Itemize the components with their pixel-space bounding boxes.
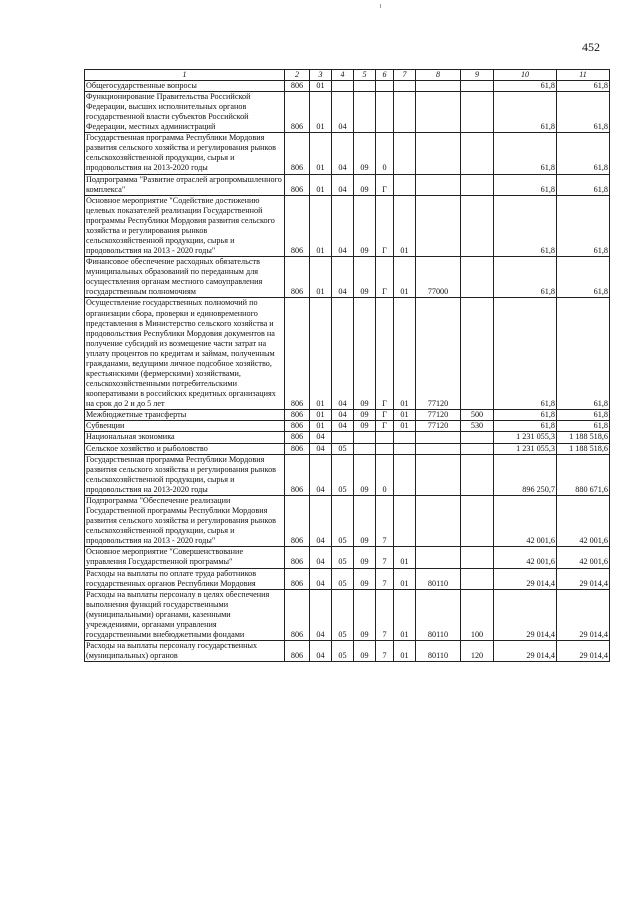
row-cell-c6: Г [376, 421, 394, 432]
row-cell-c2: 806 [285, 410, 310, 421]
row-cell-c2: 806 [285, 298, 310, 410]
row-cell-c2: 806 [285, 547, 310, 568]
col-header: 6 [376, 70, 394, 81]
row-cell-c4 [332, 80, 354, 91]
row-cell-c7: 01 [394, 568, 416, 589]
row-cell-c5: 09 [354, 298, 376, 410]
col-header: 4 [332, 70, 354, 81]
row-cell-c5: 09 [354, 495, 376, 546]
row-cell-c3: 04 [310, 454, 332, 495]
row-cell-c6: 7 [376, 495, 394, 546]
row-cell-c11: 61,8 [557, 174, 610, 195]
row-cell-c7: 01 [394, 421, 416, 432]
row-cell-c3: 04 [310, 443, 332, 454]
table-row [85, 133, 610, 174]
row-cell-c9 [461, 443, 494, 454]
row-cell-c5: 09 [354, 133, 376, 174]
col-header: 3 [310, 70, 332, 81]
col-header: 8 [416, 70, 461, 81]
row-cell-c9 [461, 432, 494, 443]
row-cell-c3: 04 [310, 641, 332, 662]
col-header: 1 [85, 70, 285, 81]
row-label: Финансовое обеспечение расходных обязательств муниципальных образований по переданным для осуществления органам местного самоуправления государственным полномочиям [85, 257, 285, 298]
row-cell-c6: 0 [376, 454, 394, 495]
row-label: Государственная программа Республики Мордовия развития сельского хозяйства и регулирования рынков сельскохозяйственной продукции, сырья и продовольствия на 2013-2020 годы [85, 454, 285, 495]
row-cell-c3: 04 [310, 568, 332, 589]
row-cell-c10: 61,8 [494, 257, 557, 298]
row-cell-c10: 1 231 055,3 [494, 443, 557, 454]
row-cell-c11: 61,8 [557, 91, 610, 132]
row-cell-c11: 29 014,4 [557, 568, 610, 589]
row-cell-c10: 61,8 [494, 133, 557, 174]
row-label: Национальная экономика [85, 432, 285, 443]
row-label: Межбюджетные трансферты [85, 410, 285, 421]
row-cell-c10: 29 014,4 [494, 568, 557, 589]
row-cell-c8 [416, 195, 461, 256]
row-cell-c8 [416, 91, 461, 132]
row-cell-c11: 1 188 518,6 [557, 432, 610, 443]
row-cell-c8 [416, 174, 461, 195]
table-row [85, 410, 610, 421]
row-cell-c6: 7 [376, 589, 394, 640]
row-cell-c6: Г [376, 174, 394, 195]
table-row [85, 298, 610, 410]
row-cell-c11: 1 188 518,6 [557, 443, 610, 454]
row-cell-c6: Г [376, 410, 394, 421]
row-cell-c8 [416, 495, 461, 546]
table-row [85, 641, 610, 662]
row-cell-c5 [354, 80, 376, 91]
row-cell-c2: 806 [285, 421, 310, 432]
col-header: 5 [354, 70, 376, 81]
row-cell-c2: 806 [285, 432, 310, 443]
row-cell-c5: 09 [354, 257, 376, 298]
table-row [85, 421, 610, 432]
row-cell-c3: 01 [310, 298, 332, 410]
table-row [85, 589, 610, 640]
col-header: 7 [394, 70, 416, 81]
row-cell-c2: 806 [285, 133, 310, 174]
row-cell-c5: 09 [354, 568, 376, 589]
row-cell-c5 [354, 432, 376, 443]
table-row [85, 195, 610, 256]
row-cell-c6: 7 [376, 641, 394, 662]
row-cell-c7 [394, 454, 416, 495]
row-cell-c2: 806 [285, 589, 310, 640]
row-cell-c11: 42 001,6 [557, 495, 610, 546]
row-cell-c10: 42 001,6 [494, 547, 557, 568]
row-cell-c10: 61,8 [494, 91, 557, 132]
table-row [85, 495, 610, 546]
row-cell-c7: 01 [394, 641, 416, 662]
row-cell-c3: 01 [310, 410, 332, 421]
row-cell-c11: 61,8 [557, 410, 610, 421]
row-cell-c5: 09 [354, 589, 376, 640]
row-cell-c4: 05 [332, 547, 354, 568]
row-cell-c9: 100 [461, 589, 494, 640]
row-cell-c7: 01 [394, 298, 416, 410]
row-cell-c5: 09 [354, 174, 376, 195]
table-row [85, 174, 610, 195]
row-cell-c4: 05 [332, 589, 354, 640]
row-label: Государственная программа Республики Мордовия развития сельского хозяйства и регулирования рынков сельскохозяйственной продукции, сырья и продовольствия на 2013-2020 годы [85, 133, 285, 174]
row-cell-c2: 806 [285, 641, 310, 662]
row-cell-c7: 01 [394, 589, 416, 640]
row-cell-c3: 01 [310, 421, 332, 432]
row-cell-c7 [394, 80, 416, 91]
table-row [85, 80, 610, 91]
row-cell-c9: 120 [461, 641, 494, 662]
row-cell-c5: 09 [354, 547, 376, 568]
col-header: 10 [494, 70, 557, 81]
row-cell-c11: 61,8 [557, 195, 610, 256]
row-cell-c4: 04 [332, 257, 354, 298]
row-cell-c11: 61,8 [557, 257, 610, 298]
row-cell-c10: 896 250,7 [494, 454, 557, 495]
row-cell-c9 [461, 80, 494, 91]
row-cell-c11: 42 001,6 [557, 547, 610, 568]
col-header: 2 [285, 70, 310, 81]
row-cell-c9 [461, 257, 494, 298]
row-cell-c4: 04 [332, 421, 354, 432]
row-cell-c2: 806 [285, 454, 310, 495]
row-cell-c8: 77000 [416, 257, 461, 298]
row-cell-c7 [394, 133, 416, 174]
row-cell-c7: 01 [394, 195, 416, 256]
row-cell-c11: 880 671,6 [557, 454, 610, 495]
row-label: Основное мероприятие "Совершенствование управления Государственной программы" [85, 547, 285, 568]
row-cell-c2: 806 [285, 443, 310, 454]
row-cell-c11: 61,8 [557, 80, 610, 91]
table-row [85, 432, 610, 443]
row-cell-c3: 01 [310, 80, 332, 91]
row-cell-c3: 01 [310, 174, 332, 195]
row-cell-c5 [354, 91, 376, 132]
row-label: Основное мероприятие "Содействие достижению целевых показателей реализации Государственной программы Республики Мордовия развития сельского хозяйства и регулирования рынков сельскохозяйственной продукции, сырья и продовольствия на 2013 - 2020 годы" [85, 195, 285, 256]
row-cell-c4: 04 [332, 410, 354, 421]
row-cell-c2: 806 [285, 91, 310, 132]
row-cell-c8 [416, 443, 461, 454]
row-cell-c2: 806 [285, 495, 310, 546]
row-cell-c10: 61,8 [494, 80, 557, 91]
row-cell-c10: 61,8 [494, 410, 557, 421]
row-cell-c3: 04 [310, 495, 332, 546]
row-cell-c7 [394, 174, 416, 195]
row-cell-c11: 61,8 [557, 298, 610, 410]
row-cell-c6: Г [376, 298, 394, 410]
table-row [85, 91, 610, 132]
table-row [85, 257, 610, 298]
row-cell-c3: 04 [310, 432, 332, 443]
row-cell-c9 [461, 547, 494, 568]
row-cell-c4: 04 [332, 133, 354, 174]
row-cell-c11: 61,8 [557, 133, 610, 174]
row-cell-c7 [394, 443, 416, 454]
row-cell-c3: 01 [310, 195, 332, 256]
table-row [85, 547, 610, 568]
row-cell-c10: 1 231 055,3 [494, 432, 557, 443]
row-cell-c7: 01 [394, 547, 416, 568]
row-cell-c9 [461, 133, 494, 174]
row-cell-c5 [354, 443, 376, 454]
row-cell-c8 [416, 454, 461, 495]
scan-mark [380, 4, 381, 8]
row-cell-c2: 806 [285, 174, 310, 195]
row-cell-c5: 09 [354, 641, 376, 662]
row-label: Общегосударственные вопросы [85, 80, 285, 91]
row-cell-c2: 806 [285, 568, 310, 589]
row-cell-c9 [461, 91, 494, 132]
row-cell-c3: 04 [310, 589, 332, 640]
row-cell-c9 [461, 568, 494, 589]
row-cell-c8: 80110 [416, 589, 461, 640]
table-row [85, 443, 610, 454]
row-cell-c11: 61,8 [557, 421, 610, 432]
row-label: Осуществление государственных полномочий по организации сбора, проверки и единовременного представления в Министерство сельского хозяйства и продовольствия Республики Мордовия документов на получение субсидий из возмещение части затрат на уплату процентов по кредитам и займам, полученным гражданами, ведущими личное подсобное хозяйство, крестьянскими (фермерскими) хозяйствами, сельскохозяйственными потребительскими кооперативами в российских кредитных организациях на срок до 2 и до 5 лет [85, 298, 285, 410]
row-cell-c7: 01 [394, 410, 416, 421]
row-cell-c7: 01 [394, 257, 416, 298]
row-cell-c10: 61,8 [494, 421, 557, 432]
row-cell-c9 [461, 298, 494, 410]
row-cell-c6 [376, 80, 394, 91]
row-cell-c8 [416, 547, 461, 568]
row-cell-c9 [461, 195, 494, 256]
row-cell-c10: 29 014,4 [494, 589, 557, 640]
row-cell-c7 [394, 432, 416, 443]
row-cell-c4 [332, 432, 354, 443]
row-cell-c9 [461, 495, 494, 546]
header-row [85, 70, 610, 81]
row-cell-c2: 806 [285, 257, 310, 298]
row-cell-c9 [461, 454, 494, 495]
row-cell-c5: 09 [354, 195, 376, 256]
row-cell-c6: Г [376, 257, 394, 298]
row-cell-c11: 29 014,4 [557, 641, 610, 662]
row-cell-c8: 77120 [416, 421, 461, 432]
table-row [85, 568, 610, 589]
row-cell-c6 [376, 432, 394, 443]
row-cell-c4: 05 [332, 454, 354, 495]
row-cell-c5: 09 [354, 410, 376, 421]
row-cell-c4: 04 [332, 195, 354, 256]
row-cell-c4: 04 [332, 91, 354, 132]
row-cell-c5: 09 [354, 421, 376, 432]
row-cell-c8: 80110 [416, 568, 461, 589]
row-cell-c6: 0 [376, 133, 394, 174]
col-header: 9 [461, 70, 494, 81]
row-cell-c9 [461, 174, 494, 195]
row-cell-c4: 05 [332, 495, 354, 546]
row-label: Функционирование Правительства Российской Федерации, высших исполнительных органов государственной власти субъектов Российской Федерации, местных администраций [85, 91, 285, 132]
row-label: Подпрограмма "Обеспечение реализации Государственной программы Республики Мордовия развития сельского хозяйства и регулирования рынков сельскохозяйственной продукции, сырья и продовольствия на 2013 - 2020 годы" [85, 495, 285, 546]
row-cell-c9: 500 [461, 410, 494, 421]
row-cell-c2: 806 [285, 80, 310, 91]
row-cell-c8: 80110 [416, 641, 461, 662]
row-cell-c9: 530 [461, 421, 494, 432]
row-cell-c8: 77120 [416, 298, 461, 410]
row-cell-c6 [376, 91, 394, 132]
row-cell-c8 [416, 133, 461, 174]
row-cell-c4: 05 [332, 641, 354, 662]
row-label: Расходы на выплаты персоналу в целях обеспечения выполнения функций государственными (муниципальными) органами, казенными учреждениями, органами управления государственными внебюджетными фондами [85, 589, 285, 640]
row-label: Расходы на выплаты по оплате труда работников государственных органов Республики Мордовия [85, 568, 285, 589]
row-cell-c4: 04 [332, 174, 354, 195]
row-cell-c8 [416, 80, 461, 91]
row-cell-c4: 04 [332, 298, 354, 410]
row-cell-c10: 61,8 [494, 195, 557, 256]
row-cell-c6: Г [376, 195, 394, 256]
row-cell-c6: 7 [376, 547, 394, 568]
row-label: Субвенции [85, 421, 285, 432]
row-cell-c3: 01 [310, 257, 332, 298]
row-cell-c4: 05 [332, 568, 354, 589]
row-cell-c11: 29 014,4 [557, 589, 610, 640]
row-cell-c4: 05 [332, 443, 354, 454]
row-label: Сельское хозяйство и рыболовство [85, 443, 285, 454]
row-cell-c8: 77120 [416, 410, 461, 421]
col-header: 11 [557, 70, 610, 81]
row-cell-c6: 7 [376, 568, 394, 589]
row-cell-c3: 01 [310, 91, 332, 132]
row-cell-c10: 29 014,4 [494, 641, 557, 662]
budget-table [84, 69, 610, 662]
row-cell-c10: 61,8 [494, 174, 557, 195]
row-cell-c7 [394, 91, 416, 132]
row-cell-c6 [376, 443, 394, 454]
row-cell-c10: 42 001,6 [494, 495, 557, 546]
row-cell-c3: 01 [310, 133, 332, 174]
row-cell-c7 [394, 495, 416, 546]
row-label: Подпрограмма "Развитие отраслей агропромышленного комплекса" [85, 174, 285, 195]
page-number: 452 [582, 40, 600, 54]
row-label: Расходы на выплаты персоналу государственных (муниципальных) органов [85, 641, 285, 662]
table-row [85, 454, 610, 495]
row-cell-c3: 04 [310, 547, 332, 568]
row-cell-c8 [416, 432, 461, 443]
row-cell-c5: 09 [354, 454, 376, 495]
row-cell-c10: 61,8 [494, 298, 557, 410]
row-cell-c2: 806 [285, 195, 310, 256]
